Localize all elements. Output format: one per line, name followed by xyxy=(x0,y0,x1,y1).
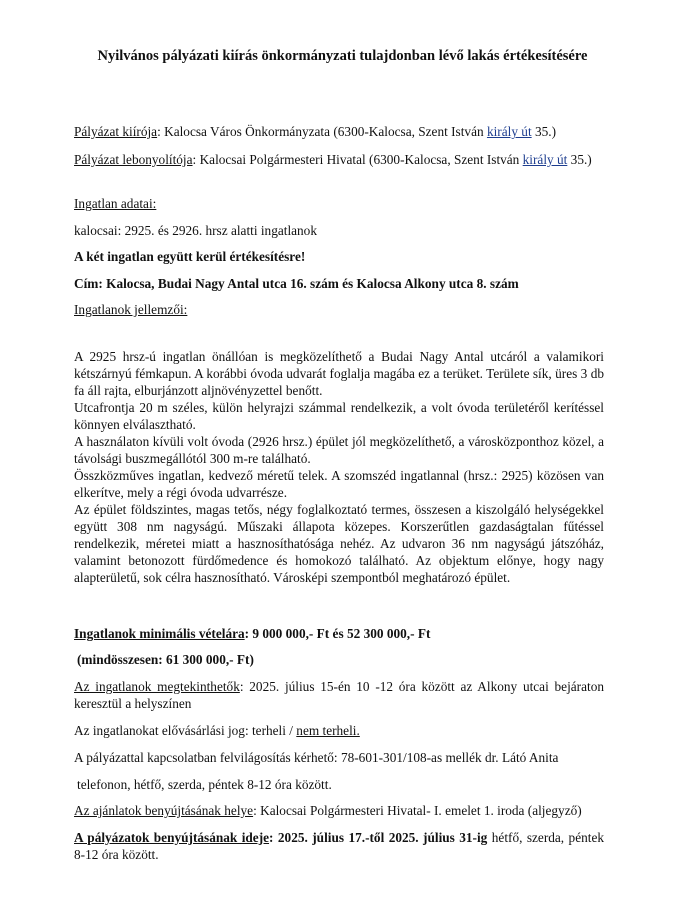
megtekintes-text: : 2025. július 15-én 10 -12 óra között az Alkony utcai bejáraton keresztül a helyszínen xyxy=(74,679,604,711)
jellemzoi-heading: Ingatlanok jellemzői: xyxy=(74,302,188,317)
benyujtas-ideje-text: hétfő, szerda, péntek 8-12 óra között. xyxy=(74,830,604,862)
jellemzo-paragraph: A használaton kívüli volt óvoda (2926 hrsz.) épület jól megközelíthető, a városközponthoz közel, a távolsági buszmegállótól 300 m-re található. xyxy=(74,434,604,466)
ingatlan-hrsz-line: kalocsai: 2925. és 2926. hrsz alatti ingatlanok xyxy=(74,223,317,238)
jellemzo-paragraph: Utcafrontja 20 m széles, külön helyrajzi számmal rendelkezik, a volt óvoda területéről kerítéssel könnyen elválasztható. xyxy=(74,400,604,432)
jellemzo-paragraph: Összközműves ingatlan, kedvező méretű telek. A szomszéd ingatlannal (hrsz.: 2925) közösen van elkerítve, mely a régi óvoda udvarrésze. xyxy=(74,468,604,500)
kiiro-text: Kalocsa Város Önkormányzata (6300-Kalocsa, Szent István xyxy=(164,124,487,139)
benyujtas-ideje-line xyxy=(74,829,604,863)
elovasarlasi-line xyxy=(74,722,604,739)
lebonyolito-link[interactable]: király út xyxy=(522,152,568,167)
lebonyolito-end: 35.) xyxy=(567,152,592,167)
benyujtas-ideje-dates: : 2025. július 17.-től 2025. július 31-ig xyxy=(269,830,488,845)
felvilagositas-line-2: telefonon, hétfő, szerda, péntek 8-12 óra között. xyxy=(77,777,332,792)
kiiro-line xyxy=(74,123,604,140)
jellemzo-paragraph: A 2925 hrsz-ú ingatlan önállóan is megközelíthető a Budai Nagy Antal utcáról a valamikori kétszárnyú fémkapun. A korábbi óvoda udvarát foglalja magába ez a terüket. Területe sík, üres 3 db fa áll rajta, elburjánzott aljnövényzettel benőtt. xyxy=(74,349,604,398)
kiiro-link[interactable]: király út xyxy=(486,124,532,139)
kiiro-sep: : xyxy=(157,124,165,139)
lebonyolito-sep: : xyxy=(192,152,200,167)
kiiro-label: Pályázat kiírója xyxy=(74,124,158,139)
benyujtas-helye-text: : Kalocsai Polgármesteri Hivatal- I. emelet 1. iroda (aljegyző) xyxy=(253,803,582,818)
egyutt-note: A két ingatlan együtt kerül értékesítésre! xyxy=(74,249,306,264)
benyujtas-helye-line xyxy=(74,802,604,819)
felvilagositas-line-1: A pályázattal kapcsolatban felvilágosítás kérhető: 78-601-301/108-as mellék dr. Látó Anita xyxy=(74,750,559,765)
lebonyolito-label: Pályázat lebonyolítója xyxy=(74,152,193,167)
kiiro-end: 35.) xyxy=(531,124,557,139)
jellemzo-paragraph: Az épület földszintes, magas tetős, négy foglalkoztató termes, összesen a kiszolgáló helységekkel együtt 308 nm nagyságú. Műszaki állapota közepes. Korszerűtlen gazdaságtalan fűtéssel rendelkezik, méretei miatt a hasznosíthatósága nehéz. Az udvaron 36 nm nagyságú játszóház, valamint betonozott fürdőmedence és homokozó található. Az objektum előnye, hogy nagy alapterületű, sok célra hasznosítható. Városképi szempontból meghatározó épület. xyxy=(74,502,604,585)
megtekintes-line xyxy=(74,678,604,712)
lebonyolito-line xyxy=(74,151,604,168)
minimalis-ar-label: Ingatlanok minimális vételára xyxy=(74,626,245,641)
megtekintes-label: Az ingatlanok megtekinthetők xyxy=(74,679,240,694)
benyujtas-ideje-label: A pályázatok benyújtásának ideje xyxy=(74,830,270,845)
document-title: Nyilvános pályázati kiírás önkormányzati tulajdonban lévő lakás értékesítésére xyxy=(97,48,588,64)
lebonyolito-text: Kalocsai Polgármesteri Hivatal (6300-Kalocsa, Szent István xyxy=(199,152,523,167)
minimalis-ar-value: : 9 000 000,- Ft és 52 300 000,- Ft xyxy=(244,626,431,641)
benyujtas-helye-label: Az ajánlatok benyújtásának helye xyxy=(74,803,254,818)
minimalis-ar-line xyxy=(74,625,604,642)
mindosszesen-line: (mindösszesen: 61 300 000,- Ft) xyxy=(77,652,254,667)
jellemzoi-body xyxy=(74,348,604,586)
elovasarlasi-text: Az ingatlanokat elővásárlási jog: terheli / xyxy=(74,723,297,738)
address-line: Cím: Kalocsa, Budai Nagy Antal utca 16. szám és Kalocsa Alkony utca 8. szám xyxy=(74,276,519,291)
elovasarlasi-underlined: nem terheli. xyxy=(296,723,360,738)
ingatlan-adatai-heading: Ingatlan adatai: xyxy=(74,196,157,211)
